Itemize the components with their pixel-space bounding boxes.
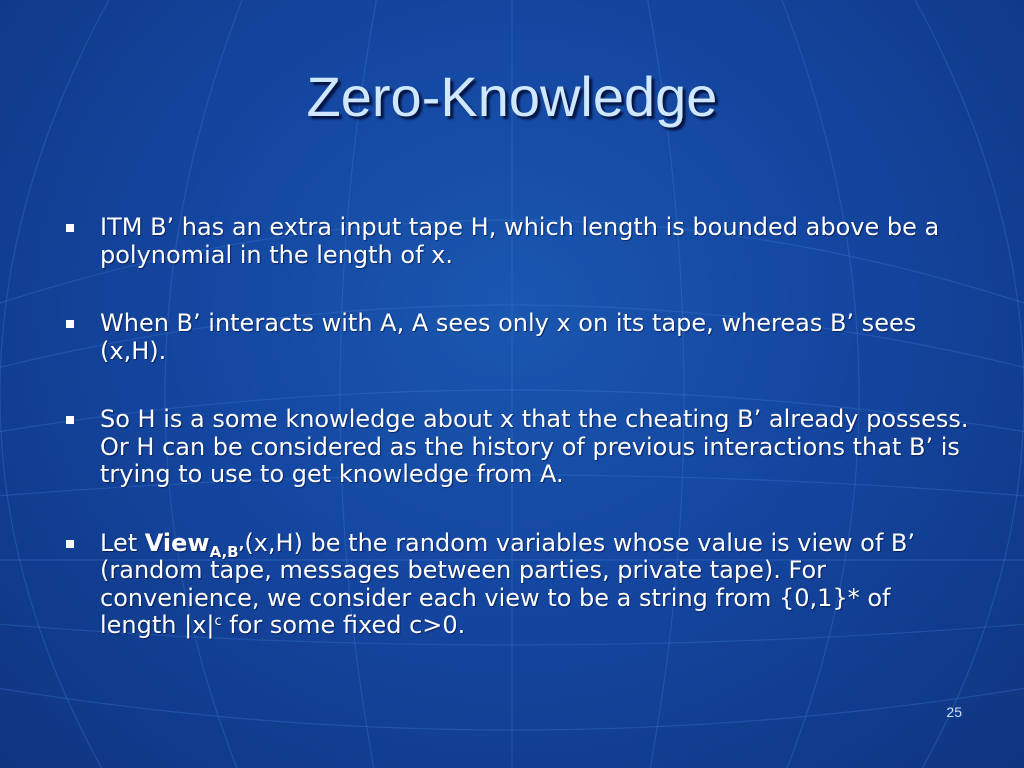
bullet-list bbox=[62, 214, 972, 681]
bullet-item bbox=[62, 310, 972, 365]
square-bullet-icon bbox=[66, 540, 74, 548]
square-bullet-icon bbox=[66, 224, 74, 232]
bullet-text: When B’ interacts with A, A sees only x on its tape, whereas B’ sees (x,H). bbox=[100, 309, 917, 365]
bullet-item bbox=[62, 406, 972, 489]
square-bullet-icon bbox=[66, 320, 74, 328]
page-number: 25 bbox=[946, 704, 962, 720]
bullet-lead: Let bbox=[100, 528, 145, 557]
view-subscript: A,B’ bbox=[209, 542, 245, 561]
bullet-item bbox=[62, 214, 972, 269]
exponent-c: c bbox=[214, 614, 222, 629]
bullet-text: ITM B’ has an extra input tape H, which length is bounded above be a polynomial in the length of x. bbox=[100, 213, 940, 269]
view-term: View bbox=[144, 528, 210, 557]
square-bullet-icon bbox=[66, 416, 74, 424]
bullet-text: (x,H) be the random variables whose value is view of B’ (random tape, messages between parties, private tape). For convenience, we consider each view to be a string from {0,1}* of length |x| bbox=[100, 528, 916, 639]
bullet-tail: for some fixed c>0. bbox=[221, 611, 466, 639]
slide-title: Zero-Knowledge bbox=[306, 65, 718, 128]
bullet-item bbox=[62, 530, 972, 640]
bullet-text: So H is a some knowledge about x that the cheating B’ already possess. Or H can be considered as the history of previous interactions that B’ is trying to use to get knowledge from A. bbox=[100, 405, 969, 488]
